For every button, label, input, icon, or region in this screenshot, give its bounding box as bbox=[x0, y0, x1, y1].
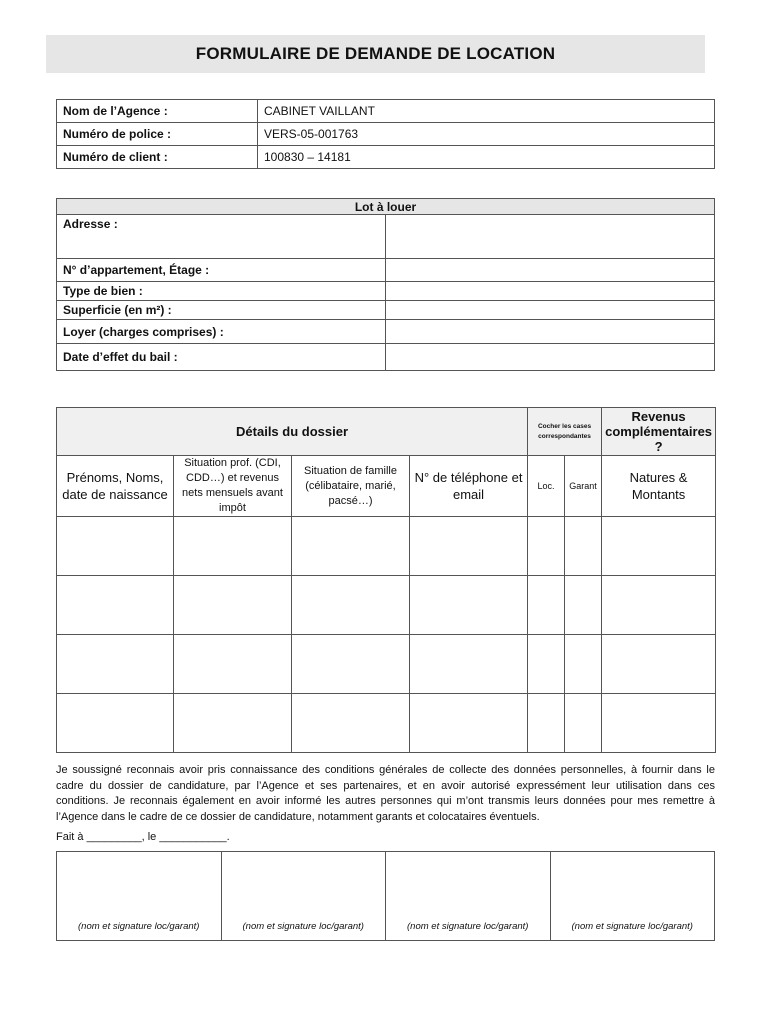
policy-number-label: Numéro de police : bbox=[57, 123, 258, 146]
col-loc: Loc. bbox=[528, 456, 565, 517]
surface-field[interactable] bbox=[386, 301, 715, 320]
place-date-line[interactable]: Fait à _________, le ___________. bbox=[56, 831, 230, 843]
checkbox-instruction: Cocher les cases correspondantes bbox=[528, 408, 602, 456]
surface-label: Superficie (en m²) : bbox=[57, 301, 386, 320]
agency-row bbox=[57, 123, 715, 146]
agency-name-value[interactable]: CABINET VAILLANT bbox=[258, 100, 715, 123]
col-natures-montants: Natures & Montants bbox=[602, 456, 716, 517]
lot-row bbox=[57, 320, 715, 344]
garant-checkbox-cell[interactable] bbox=[565, 694, 602, 753]
situation-famille-cell[interactable] bbox=[292, 517, 410, 576]
rent-field[interactable] bbox=[386, 320, 715, 344]
loc-checkbox-cell[interactable] bbox=[528, 635, 565, 694]
apartment-floor-field[interactable] bbox=[386, 259, 715, 282]
table-row bbox=[57, 635, 716, 694]
table-row bbox=[57, 576, 716, 635]
lot-row bbox=[57, 301, 715, 320]
policy-number-value[interactable]: VERS-05-001763 bbox=[258, 123, 715, 146]
col-garant: Garant bbox=[565, 456, 602, 517]
situation-prof-cell[interactable] bbox=[174, 517, 292, 576]
agency-row bbox=[57, 146, 715, 169]
signature-box[interactable]: (nom et signature loc/garant) bbox=[57, 852, 222, 941]
lease-date-label: Date d’effet du bail : bbox=[57, 344, 386, 371]
telephone-cell[interactable] bbox=[410, 635, 528, 694]
situation-famille-cell[interactable] bbox=[292, 576, 410, 635]
telephone-cell[interactable] bbox=[410, 694, 528, 753]
address-label: Adresse : bbox=[57, 215, 386, 259]
col-situation-prof: Situation prof. (CDI, CDD…) et revenus nets mensuels avant impôt bbox=[174, 456, 292, 517]
additional-income-header: Revenus complémentaires ? bbox=[602, 408, 716, 456]
client-number-value[interactable]: 100830 – 14181 bbox=[258, 146, 715, 169]
rent-label: Loyer (charges comprises) : bbox=[57, 320, 386, 344]
situation-famille-cell[interactable] bbox=[292, 694, 410, 753]
natures-cell[interactable] bbox=[602, 694, 716, 753]
situation-prof-cell[interactable] bbox=[174, 694, 292, 753]
dossier-columns-row bbox=[57, 456, 716, 517]
signature-row bbox=[57, 852, 715, 941]
names-cell[interactable] bbox=[57, 694, 174, 753]
names-cell[interactable] bbox=[57, 635, 174, 694]
table-row bbox=[57, 517, 716, 576]
situation-famille-cell[interactable] bbox=[292, 635, 410, 694]
telephone-cell[interactable] bbox=[410, 517, 528, 576]
data-consent-declaration: Je soussigné reconnais avoir pris connaissance des conditions générales de collecte des données personnelles, à fournir dans le cadre du dossier de candidature, par l’Agence et ses partenaires, et en avoir autorisé expressément leur utilisation dans ces conditions. Je reconnais également en avoir informé les autres personnes qui m’ont transmis leurs données pour mes remettre à l’Agence dans le cadre de ce dossier de candidature, notamment garants et colocataires éventuels. bbox=[56, 764, 715, 823]
lot-header-row bbox=[57, 199, 715, 215]
telephone-cell[interactable] bbox=[410, 576, 528, 635]
lease-date-field[interactable] bbox=[386, 344, 715, 371]
garant-checkbox-cell[interactable] bbox=[565, 576, 602, 635]
signature-box[interactable]: (nom et signature loc/garant) bbox=[550, 852, 715, 941]
signature-table bbox=[56, 851, 715, 941]
address-field[interactable] bbox=[386, 215, 715, 259]
dossier-header-row bbox=[57, 408, 716, 456]
signature-box[interactable]: (nom et signature loc/garant) bbox=[221, 852, 386, 941]
col-telephone-email: N° de téléphone et email bbox=[410, 456, 528, 517]
natures-cell[interactable] bbox=[602, 635, 716, 694]
garant-checkbox-cell[interactable] bbox=[565, 517, 602, 576]
signature-box[interactable]: (nom et signature loc/garant) bbox=[386, 852, 551, 941]
situation-prof-cell[interactable] bbox=[174, 635, 292, 694]
names-cell[interactable] bbox=[57, 576, 174, 635]
agency-row bbox=[57, 100, 715, 123]
property-type-field[interactable] bbox=[386, 282, 715, 301]
property-type-label: Type de bien : bbox=[57, 282, 386, 301]
garant-checkbox-cell[interactable] bbox=[565, 635, 602, 694]
natures-cell[interactable] bbox=[602, 576, 716, 635]
client-number-label: Numéro de client : bbox=[57, 146, 258, 169]
lot-row bbox=[57, 215, 715, 259]
loc-checkbox-cell[interactable] bbox=[528, 517, 565, 576]
lot-row bbox=[57, 282, 715, 301]
names-cell[interactable] bbox=[57, 517, 174, 576]
apartment-floor-label: N° d’appartement, Étage : bbox=[57, 259, 386, 282]
form-title: FORMULAIRE DE DEMANDE DE LOCATION bbox=[46, 35, 705, 73]
dossier-table bbox=[56, 407, 716, 753]
lot-header: Lot à louer bbox=[57, 199, 715, 215]
col-names: Prénoms, Noms, date de naissance bbox=[57, 456, 174, 517]
lot-row bbox=[57, 259, 715, 282]
dossier-header: Détails du dossier bbox=[57, 408, 528, 456]
col-situation-famille: Situation de famille (célibataire, marié, pacsé…) bbox=[292, 456, 410, 517]
agency-info-table bbox=[56, 99, 715, 169]
lot-table bbox=[56, 198, 715, 371]
agency-name-label: Nom de l’Agence : bbox=[57, 100, 258, 123]
natures-cell[interactable] bbox=[602, 517, 716, 576]
loc-checkbox-cell[interactable] bbox=[528, 576, 565, 635]
loc-checkbox-cell[interactable] bbox=[528, 694, 565, 753]
table-row bbox=[57, 694, 716, 753]
situation-prof-cell[interactable] bbox=[174, 576, 292, 635]
lot-row bbox=[57, 344, 715, 371]
